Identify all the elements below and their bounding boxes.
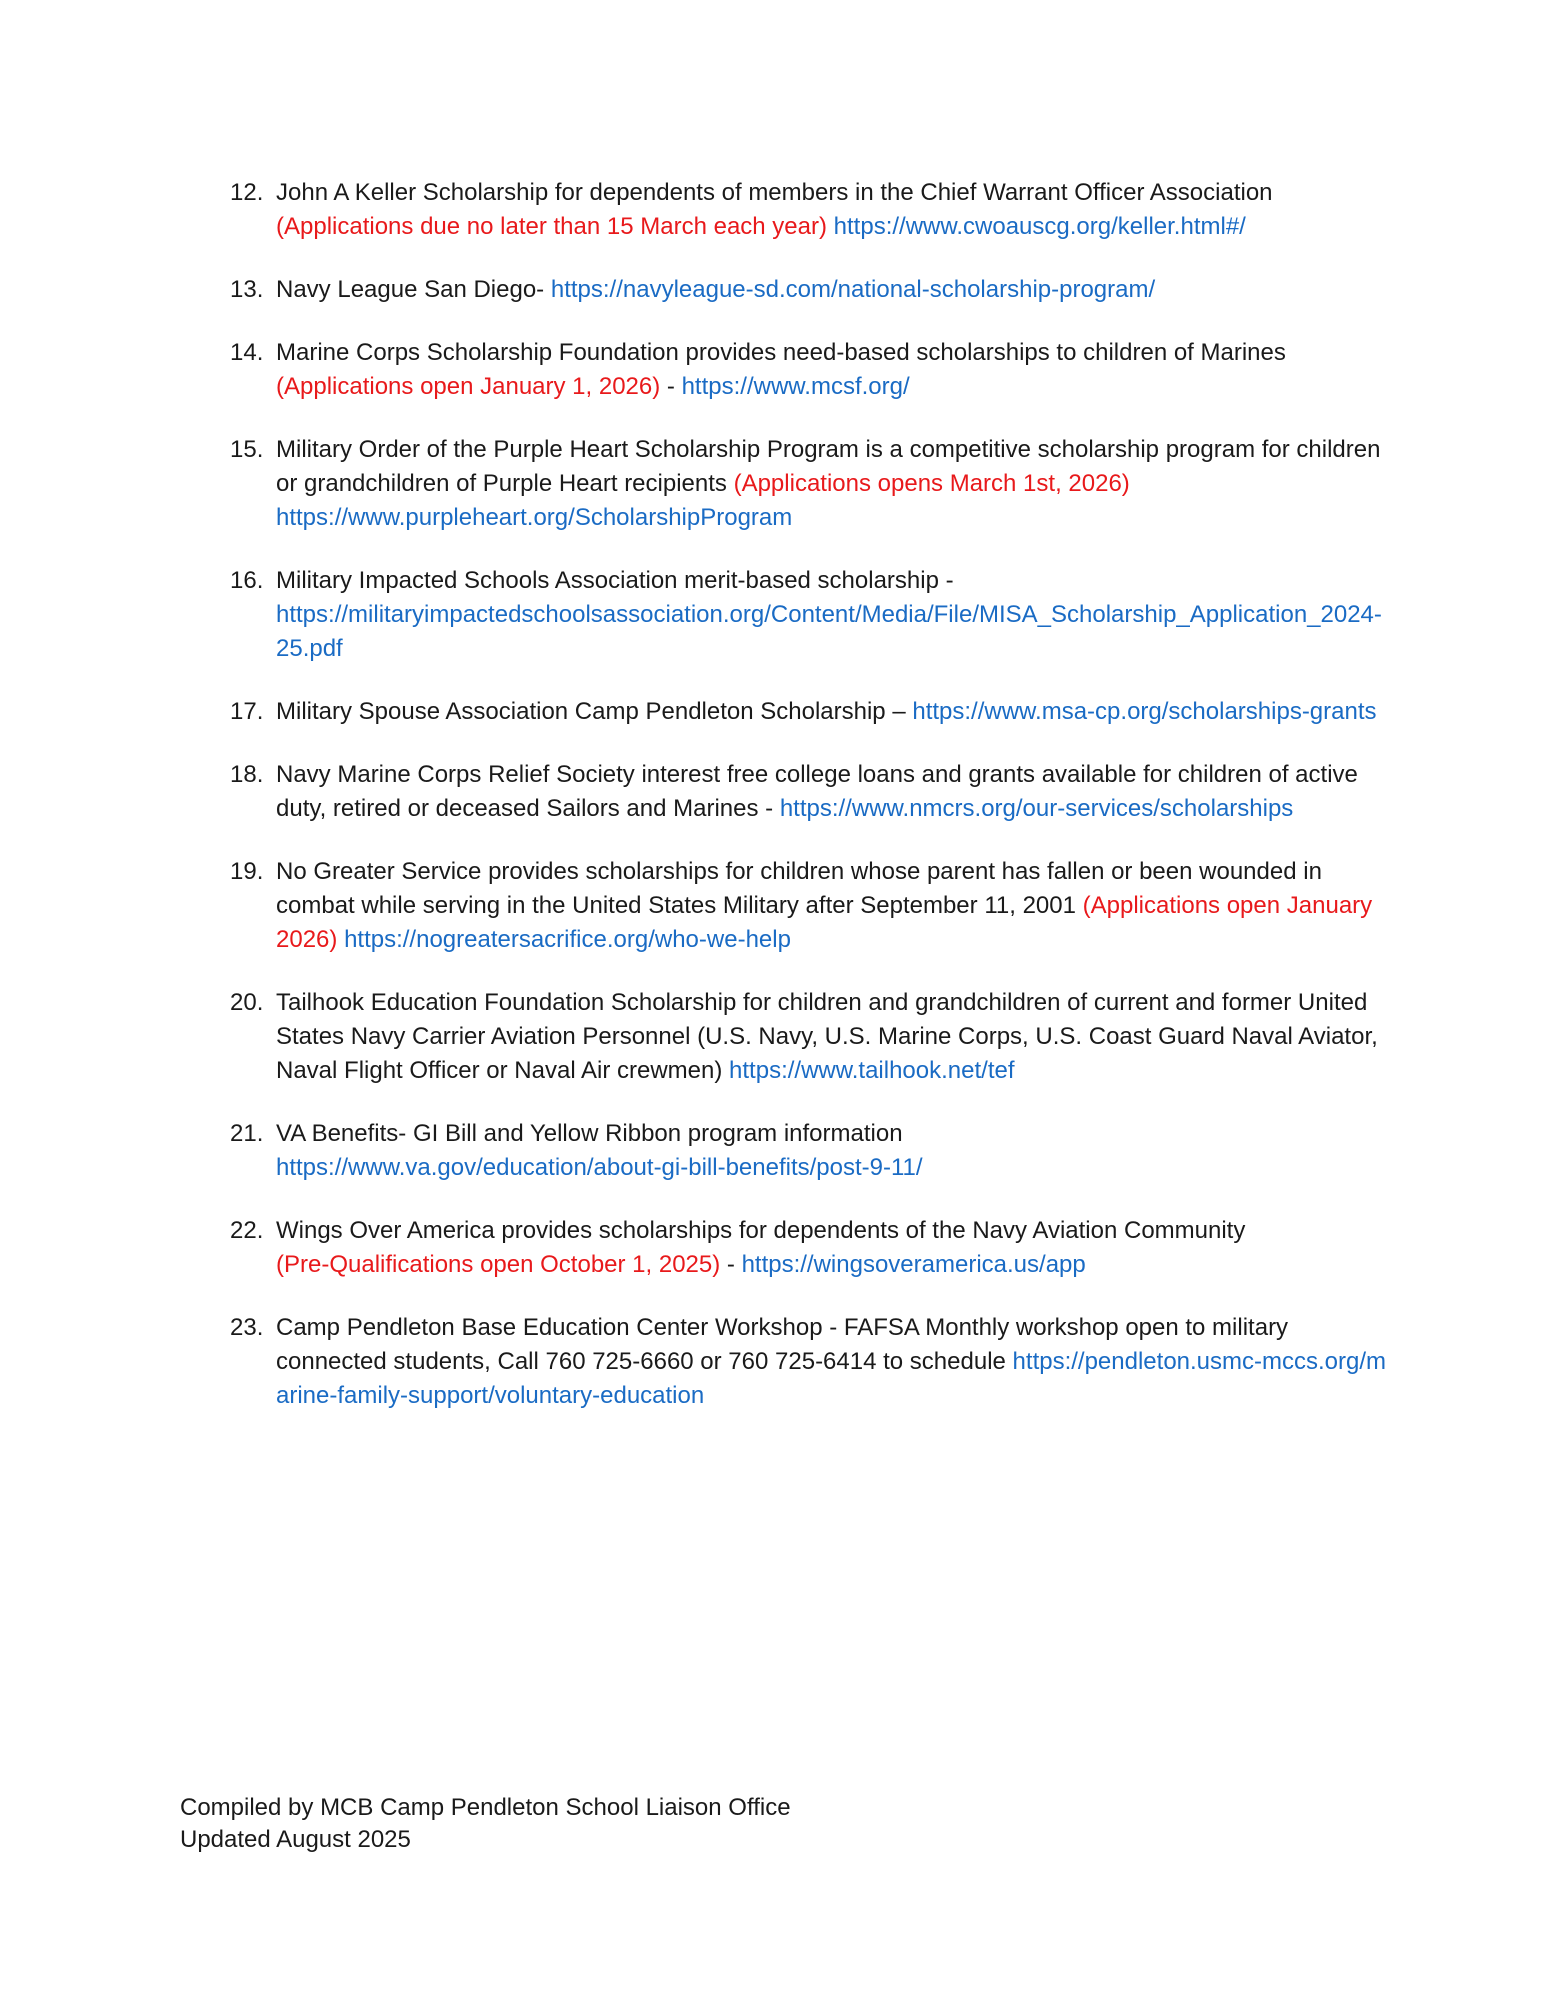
item-link[interactable]: https://nogreatersacrifice.org/who-we-help — [344, 926, 791, 953]
item-number: 13. — [230, 276, 264, 303]
item-note: (Applications open January 2026) — [276, 892, 1373, 953]
item-note: (Applications open January 1, 2026) — [276, 373, 661, 400]
item-separator: - — [720, 1251, 742, 1278]
item-note: (Applications opens March 1st, 2026) — [733, 470, 1130, 497]
list-item — [230, 1117, 1390, 1185]
item-link[interactable]: https://navyleague-sd.com/national-scholarship-program/ — [550, 276, 1156, 303]
item-text: VA Benefits- GI Bill and Yellow Ribbon program information — [276, 1120, 903, 1147]
list-item — [230, 433, 1390, 535]
item-note: (Applications due no later than 15 March each year) — [276, 213, 827, 240]
item-number: 14. — [230, 339, 264, 366]
list-item — [230, 855, 1390, 957]
item-link[interactable]: https://militaryimpactedschoolsassociation.org/Content/Media/File/MISA_Scholarship_Application_2024-25.pdf — [276, 601, 1382, 662]
item-text: John A Keller Scholarship for dependents of members in the Chief Warrant Officer Association — [276, 179, 1273, 206]
item-separator — [544, 276, 551, 303]
item-text: Military Spouse Association Camp Pendleton Scholarship – — [276, 698, 906, 725]
item-text: No Greater Service provides scholarships for children whose parent has fallen or been wounded in combat while serving in the United States Military after September 11, 2001 — [276, 858, 1322, 919]
item-note: (Pre-Qualifications open October 1, 2025) — [276, 1251, 721, 1278]
item-link[interactable]: https://www.nmcrs.org/our-services/scholarships — [779, 795, 1294, 822]
item-number: 18. — [230, 761, 264, 788]
item-link[interactable]: https://www.msa-cp.org/scholarships-grants — [912, 698, 1377, 725]
document-footer — [180, 1792, 791, 1856]
item-number: 17. — [230, 698, 264, 725]
item-number: 22. — [230, 1217, 264, 1244]
item-separator — [727, 470, 734, 497]
item-number: 20. — [230, 989, 264, 1016]
item-text: Marine Corps Scholarship Foundation provides need-based scholarships to children of Marines — [276, 339, 1286, 366]
item-link[interactable]: https://pendleton.usmc-mccs.org/marine-family-support/voluntary-education — [276, 1348, 1387, 1409]
item-text: Military Order of the Purple Heart Scholarship Program is a competitive scholarship program for children or grandchildren of Purple Heart recipients — [276, 436, 1381, 497]
list-item — [230, 758, 1390, 826]
item-text: Military Impacted Schools Association merit-based scholarship - — [276, 567, 954, 594]
item-text: Navy League San Diego- — [276, 276, 545, 303]
item-separator — [1076, 892, 1083, 919]
item-link[interactable]: https://www.va.gov/education/about-gi-bill-benefits/post-9-11/ — [276, 1154, 923, 1181]
list-item — [230, 273, 1390, 307]
item-separator — [1006, 1348, 1013, 1375]
list-item — [230, 1311, 1390, 1413]
updated-date: Updated August 2025 — [180, 1826, 411, 1853]
item-link[interactable]: https://www.mcsf.org/ — [681, 373, 910, 400]
item-link[interactable]: https://www.cwoauscg.org/keller.html#/ — [833, 213, 1246, 240]
list-item — [230, 176, 1390, 244]
item-link[interactable]: https://www.tailhook.net/tef — [729, 1057, 1015, 1084]
item-text: Wings Over America provides scholarships for dependents of the Navy Aviation Community — [276, 1217, 1246, 1244]
item-separator: - — [660, 373, 682, 400]
item-number: 12. — [230, 179, 264, 206]
list-item — [230, 986, 1390, 1088]
item-separator — [827, 213, 834, 240]
item-link[interactable]: https://wingsoveramerica.us/app — [741, 1251, 1086, 1278]
item-text: Camp Pendleton Base Education Center Workshop - FAFSA Monthly workshop open to military connected students, Call 760 725-6660 or 760 725-6414 to schedule — [276, 1314, 1289, 1375]
item-number: 16. — [230, 567, 264, 594]
item-number: 23. — [230, 1314, 264, 1341]
list-item — [230, 1214, 1390, 1282]
compiled-by: Compiled by MCB Camp Pendleton School Liaison Office — [180, 1794, 791, 1821]
item-number: 19. — [230, 858, 264, 885]
item-link[interactable]: https://www.purpleheart.org/ScholarshipProgram — [276, 504, 793, 531]
list-item — [230, 695, 1390, 729]
item-separator — [773, 795, 780, 822]
item-number: 15. — [230, 436, 264, 463]
list-item — [230, 564, 1390, 666]
item-text: Tailhook Education Foundation Scholarship for children and grandchildren of current and former United States Navy Carrier Aviation Personnel (U.S. Navy, U.S. Marine Corps, U.S. Coast Guard Naval Aviator, Naval Flight Officer or Naval Air crewmen) — [276, 989, 1378, 1084]
item-number: 21. — [230, 1120, 264, 1147]
item-text: Navy Marine Corps Relief Society interest free college loans and grants available for children of active duty, retired or deceased Sailors and Marines - — [276, 761, 1358, 822]
list-item — [230, 336, 1390, 404]
scholarship-list — [230, 176, 1390, 1442]
